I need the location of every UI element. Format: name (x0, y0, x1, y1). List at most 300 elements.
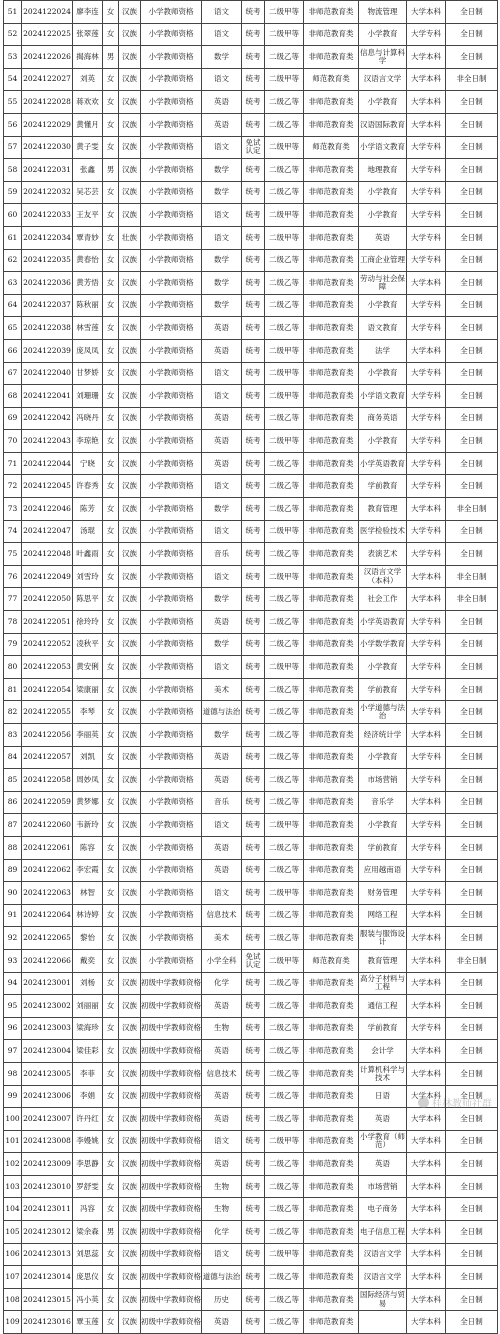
cell-education: 大学本科 (407, 339, 446, 362)
cell-name: 庞凤凤 (73, 339, 103, 362)
cell-name: 韦新玲 (73, 814, 103, 837)
cell-major: 表演艺术 (359, 543, 407, 566)
cell-major: 网络工程 (359, 904, 407, 927)
cell-subject: 美术 (202, 678, 242, 701)
cell-cert-type: 初级中学教师资格 (141, 1311, 202, 1334)
cell-cert-type: 初级中学教师资格 (141, 995, 202, 1018)
cell-cert-no: 2024122040 (22, 362, 73, 385)
cell-edu-category: 非师范教育类 (304, 1288, 359, 1311)
cell-cert-type: 初级中学教师资格 (141, 1221, 202, 1244)
cell-cert-type: 初级中学教师资格 (141, 1108, 202, 1131)
cell-cert-type: 小学教师资格 (141, 317, 202, 340)
table-row (4, 113, 498, 136)
cell-seq: 95 (4, 995, 22, 1018)
cell-gender: 女 (103, 204, 119, 227)
cell-cert-no: 2024122045 (22, 475, 73, 498)
cell-edu-category: 非师范教育类 (304, 1, 359, 24)
cell-edu-category: 非师范教育类 (304, 836, 359, 859)
cell-gender: 女 (103, 588, 119, 611)
cell-cert-no: 2024122056 (22, 724, 73, 747)
table-row (4, 1221, 498, 1244)
cell-ethnicity: 汉族 (119, 136, 141, 159)
cell-study-mode: 全日制 (446, 1062, 498, 1085)
cell-mandarin-level: 二级乙等 (265, 1108, 304, 1131)
cell-subject: 语文 (202, 362, 242, 385)
cell-ethnicity: 汉族 (119, 204, 141, 227)
table-row (4, 1198, 498, 1221)
cell-mandarin-level: 二级乙等 (265, 543, 304, 566)
cell-exam-type: 统考 (242, 317, 265, 340)
cell-subject: 语文 (202, 68, 242, 91)
table-row (4, 272, 498, 295)
cell-subject: 数学 (202, 498, 242, 521)
cell-cert-type: 小学教师资格 (141, 724, 202, 747)
cell-exam-type: 统考 (242, 678, 265, 701)
cell-study-mode: 全日制 (446, 724, 498, 747)
table-row (4, 1017, 498, 1040)
cell-gender: 男 (103, 1221, 119, 1244)
cell-major: 小学教育 (359, 814, 407, 837)
cell-study-mode: 全日制 (446, 113, 498, 136)
cell-seq: 63 (4, 272, 22, 295)
cell-subject: 数学 (202, 272, 242, 295)
cell-subject: 音乐 (202, 791, 242, 814)
cell-study-mode: 全日制 (446, 1221, 498, 1244)
cell-subject: 语文 (202, 226, 242, 249)
cell-mandarin-level: 二级乙等 (265, 1311, 304, 1334)
cell-exam-type: 统考 (242, 1, 265, 24)
cell-education: 大学专科 (407, 769, 446, 792)
cell-study-mode: 全日制 (446, 678, 498, 701)
cell-ethnicity: 汉族 (119, 1198, 141, 1221)
cell-education: 大学专科 (407, 159, 446, 182)
cell-seq: 89 (4, 859, 22, 882)
cell-cert-no: 2024122049 (22, 565, 73, 588)
cell-cert-no: 2024122054 (22, 678, 73, 701)
cell-ethnicity: 汉族 (119, 859, 141, 882)
cell-name: 凌秋平 (73, 633, 103, 656)
cell-gender: 女 (103, 1198, 119, 1221)
cell-ethnicity: 汉族 (119, 1266, 141, 1289)
table-row (4, 543, 498, 566)
cell-seq: 88 (4, 836, 22, 859)
cell-mandarin-level: 二级乙等 (265, 452, 304, 475)
cell-name: 刘凯 (73, 746, 103, 769)
cell-edu-category: 师范教育类 (304, 136, 359, 159)
cell-cert-type: 小学教师资格 (141, 294, 202, 317)
cell-exam-type: 统考 (242, 385, 265, 408)
cell-education: 大学本科 (407, 724, 446, 747)
cell-education: 大学专科 (407, 430, 446, 453)
cell-mandarin-level: 二级乙等 (265, 927, 304, 950)
cell-seq: 84 (4, 746, 22, 769)
table-row (4, 294, 498, 317)
cell-exam-type: 统考 (242, 91, 265, 114)
table-row (4, 746, 498, 769)
cell-mandarin-level: 二级乙等 (265, 1062, 304, 1085)
cell-major: 语文教育 (359, 317, 407, 340)
cell-mandarin-level: 二级乙等 (265, 272, 304, 295)
cell-name: 刘英 (73, 68, 103, 91)
cell-exam-type: 统考 (242, 498, 265, 521)
cell-major: 市场营销 (359, 769, 407, 792)
cell-name: 梁余森 (73, 1221, 103, 1244)
cell-major: 劳动与社会保障 (359, 272, 407, 295)
cell-education: 大学本科 (407, 272, 446, 295)
cell-name: 刘丽丽 (73, 995, 103, 1018)
cell-major: 会计学 (359, 1040, 407, 1063)
cell-study-mode: 全日制 (446, 836, 498, 859)
table-row (4, 46, 498, 69)
cell-study-mode: 全日制 (446, 1311, 498, 1334)
cell-ethnicity: 汉族 (119, 23, 141, 46)
cell-mandarin-level: 二级乙等 (265, 724, 304, 747)
cell-edu-category: 非师范教育类 (304, 407, 359, 430)
cell-cert-type: 初级中学教师资格 (141, 1288, 202, 1311)
cell-gender: 女 (103, 1130, 119, 1153)
cell-seq: 59 (4, 181, 22, 204)
cell-exam-type: 统考 (242, 452, 265, 475)
cell-ethnicity: 汉族 (119, 317, 141, 340)
cell-cert-type: 小学教师资格 (141, 949, 202, 972)
cell-name: 李丽英 (73, 724, 103, 747)
cell-name: 许丹红 (73, 1108, 103, 1131)
cell-gender: 女 (103, 995, 119, 1018)
cell-edu-category: 非师范教育类 (304, 339, 359, 362)
cell-gender: 女 (103, 701, 119, 724)
cell-gender: 女 (103, 1311, 119, 1334)
cell-cert-type: 初级中学教师资格 (141, 1130, 202, 1153)
cell-cert-no: 2024122034 (22, 226, 73, 249)
table-row (4, 520, 498, 543)
cell-exam-type: 统考 (242, 181, 265, 204)
cell-edu-category: 非师范教育类 (304, 678, 359, 701)
cell-gender: 女 (103, 226, 119, 249)
cell-edu-category: 非师范教育类 (304, 272, 359, 295)
cell-major: 汉语言文学 (359, 1243, 407, 1266)
table-row (4, 385, 498, 408)
cell-name: 周妙凤 (73, 769, 103, 792)
cell-ethnicity: 汉族 (119, 678, 141, 701)
cell-exam-type: 免试认定 (242, 949, 265, 972)
cell-name: 李思静 (73, 1153, 103, 1176)
cell-cert-no: 2024122042 (22, 407, 73, 430)
cell-cert-type: 初级中学教师资格 (141, 1175, 202, 1198)
cell-name: 吴芯芸 (73, 181, 103, 204)
cell-mandarin-level: 二级乙等 (265, 1175, 304, 1198)
cell-name: 黄芳悟 (73, 272, 103, 295)
cell-cert-type: 小学教师资格 (141, 565, 202, 588)
cell-edu-category: 非师范教育类 (304, 520, 359, 543)
cell-name: 李琼艳 (73, 430, 103, 453)
cell-name: 李琴 (73, 701, 103, 724)
cell-mandarin-level: 二级乙等 (265, 46, 304, 69)
cell-study-mode: 全日制 (446, 1, 498, 24)
cell-study-mode: 全日制 (446, 91, 498, 114)
cell-education: 大学本科 (407, 113, 446, 136)
cell-mandarin-level: 二级乙等 (265, 113, 304, 136)
cell-subject: 英语 (202, 1108, 242, 1131)
cell-major: 小学教育 (359, 362, 407, 385)
cell-mandarin-level: 二级乙等 (265, 1017, 304, 1040)
cell-seq: 98 (4, 1062, 22, 1085)
cell-cert-no: 2024123011 (22, 1198, 73, 1221)
cell-cert-type: 初级中学教师资格 (141, 1266, 202, 1289)
cell-major: 小学英语教育 (359, 611, 407, 634)
cell-major: 学前教育 (359, 1017, 407, 1040)
cell-subject: 生物 (202, 1198, 242, 1221)
cell-seq: 76 (4, 565, 22, 588)
cell-subject: 数学 (202, 159, 242, 182)
cell-study-mode: 非全日制 (446, 565, 498, 588)
cell-education: 大学专科 (407, 836, 446, 859)
cell-gender: 女 (103, 814, 119, 837)
table-row (4, 859, 498, 882)
cell-subject: 英语 (202, 1085, 242, 1108)
cell-seq: 101 (4, 1130, 22, 1153)
cell-gender: 女 (103, 498, 119, 521)
cell-edu-category: 非师范教育类 (304, 1311, 359, 1334)
cell-subject: 数学 (202, 249, 242, 272)
cell-education: 大学本科 (407, 588, 446, 611)
cell-subject: 英语 (202, 611, 242, 634)
cell-gender: 女 (103, 565, 119, 588)
cell-cert-no: 2024122061 (22, 836, 73, 859)
cell-major: 汉语言文学 (359, 1266, 407, 1289)
cell-seq: 74 (4, 520, 22, 543)
cell-ethnicity: 汉族 (119, 1040, 141, 1063)
cell-edu-category: 非师范教育类 (304, 159, 359, 182)
cell-major: 汉语国际教育 (359, 113, 407, 136)
cell-gender: 女 (103, 633, 119, 656)
cell-cert-type: 小学教师资格 (141, 23, 202, 46)
cell-cert-type: 小学教师资格 (141, 159, 202, 182)
cell-subject: 数学 (202, 633, 242, 656)
cell-seq: 108 (4, 1288, 22, 1311)
cell-edu-category: 非师范教育类 (304, 1085, 359, 1108)
cell-seq: 92 (4, 927, 22, 950)
cell-ethnicity: 汉族 (119, 949, 141, 972)
cell-name: 王友平 (73, 204, 103, 227)
cell-cert-no: 2024122037 (22, 294, 73, 317)
cell-gender: 女 (103, 68, 119, 91)
table-row (4, 1311, 498, 1334)
cell-seq: 85 (4, 769, 22, 792)
cell-cert-no: 2024122057 (22, 746, 73, 769)
cell-subject: 道德与法治 (202, 1266, 242, 1289)
cell-mandarin-level: 二级乙等 (265, 769, 304, 792)
table-row (4, 159, 498, 182)
cell-education: 大学专科 (407, 701, 446, 724)
cell-education: 大学本科 (407, 791, 446, 814)
cell-education: 大学专科 (407, 678, 446, 701)
cell-edu-category: 非师范教育类 (304, 1243, 359, 1266)
cell-subject: 英语 (202, 859, 242, 882)
cell-cert-type: 初级中学教师资格 (141, 1243, 202, 1266)
cell-subject: 英语 (202, 113, 242, 136)
cell-study-mode: 全日制 (446, 362, 498, 385)
cell-education: 大学专科 (407, 385, 446, 408)
table-row (4, 1175, 498, 1198)
cell-name: 林雪莲 (73, 317, 103, 340)
cell-subject: 美术 (202, 927, 242, 950)
cell-ethnicity: 汉族 (119, 1243, 141, 1266)
cell-subject: 英语 (202, 836, 242, 859)
cell-ethnicity: 汉族 (119, 995, 141, 1018)
cell-study-mode: 全日制 (446, 927, 498, 950)
cell-major: 学前教育 (359, 475, 407, 498)
cell-ethnicity: 汉族 (119, 46, 141, 69)
cell-edu-category: 非师范教育类 (304, 769, 359, 792)
table-row (4, 362, 498, 385)
cell-subject: 语文 (202, 882, 242, 905)
cell-name: 甘梦娇 (73, 362, 103, 385)
cell-ethnicity: 汉族 (119, 272, 141, 295)
cell-seq: 56 (4, 113, 22, 136)
cell-name: 宁晓 (73, 452, 103, 475)
cell-ethnicity: 汉族 (119, 656, 141, 679)
cell-cert-type: 小学教师资格 (141, 385, 202, 408)
cell-mandarin-level: 二级乙等 (265, 1085, 304, 1108)
cell-exam-type: 统考 (242, 362, 265, 385)
cell-subject: 数学 (202, 46, 242, 69)
table-row (4, 611, 498, 634)
cell-cert-no: 2024122029 (22, 113, 73, 136)
cell-cert-no: 2024122039 (22, 339, 73, 362)
cell-seq: 58 (4, 159, 22, 182)
cell-edu-category: 非师范教育类 (304, 91, 359, 114)
cell-cert-type: 小学教师资格 (141, 204, 202, 227)
cell-seq: 94 (4, 972, 22, 995)
cell-cert-no: 2024122043 (22, 430, 73, 453)
cell-gender: 女 (103, 656, 119, 679)
cell-gender: 女 (103, 611, 119, 634)
cell-major: 小学教育（师范） (359, 1130, 407, 1153)
cell-cert-no: 2024122058 (22, 769, 73, 792)
cell-gender: 女 (103, 23, 119, 46)
cell-cert-type: 小学教师资格 (141, 475, 202, 498)
cell-major: 经济统计学 (359, 724, 407, 747)
cell-name: 梁佳彩 (73, 1040, 103, 1063)
cell-subject: 语文 (202, 136, 242, 159)
cell-exam-type: 统考 (242, 1243, 265, 1266)
cell-gender: 女 (103, 1, 119, 24)
cell-education: 大学本科 (407, 1062, 446, 1085)
cell-edu-category: 非师范教育类 (304, 1130, 359, 1153)
cell-subject: 英语 (202, 1040, 242, 1063)
cell-cert-no: 2024122059 (22, 791, 73, 814)
cell-ethnicity: 汉族 (119, 904, 141, 927)
cell-exam-type: 统考 (242, 1266, 265, 1289)
cell-seq: 109 (4, 1311, 22, 1334)
cell-ethnicity: 汉族 (119, 836, 141, 859)
cell-cert-no: 2024122044 (22, 452, 73, 475)
cell-gender: 女 (103, 475, 119, 498)
cell-cert-no: 2024122024 (22, 1, 73, 24)
cell-mandarin-level: 二级甲等 (265, 949, 304, 972)
cell-cert-type: 小学教师资格 (141, 814, 202, 837)
table-row (4, 656, 498, 679)
cell-mandarin-level: 二级乙等 (265, 1288, 304, 1311)
cell-cert-no: 2024122038 (22, 317, 73, 340)
cell-name: 张翠莲 (73, 23, 103, 46)
cell-ethnicity: 汉族 (119, 972, 141, 995)
cell-cert-type: 小学教师资格 (141, 611, 202, 634)
watermark-text: 桂林教师社群 (432, 1099, 492, 1110)
cell-edu-category: 非师范教育类 (304, 814, 359, 837)
cell-exam-type: 统考 (242, 543, 265, 566)
cell-mandarin-level: 二级乙等 (265, 1221, 304, 1244)
table-row (4, 814, 498, 837)
cell-education: 大学本科 (407, 498, 446, 521)
cell-gender: 女 (103, 272, 119, 295)
cell-mandarin-level: 二级乙等 (265, 249, 304, 272)
cell-name: 刘杨 (73, 972, 103, 995)
table-row (4, 452, 498, 475)
cell-ethnicity: 汉族 (119, 68, 141, 91)
cell-cert-no: 2024122041 (22, 385, 73, 408)
cell-cert-type: 小学教师资格 (141, 249, 202, 272)
table-row (4, 701, 498, 724)
cell-subject: 英语 (202, 430, 242, 453)
cell-major: 计算机科学与技术 (359, 1062, 407, 1085)
cell-cert-type: 小学教师资格 (141, 882, 202, 905)
cell-cert-no: 2024122055 (22, 701, 73, 724)
cell-ethnicity: 汉族 (119, 294, 141, 317)
cell-ethnicity: 汉族 (119, 1175, 141, 1198)
cell-study-mode: 全日制 (446, 294, 498, 317)
cell-exam-type: 统考 (242, 475, 265, 498)
cell-education: 大学本科 (407, 927, 446, 950)
cell-exam-type: 统考 (242, 1040, 265, 1063)
cell-seq: 64 (4, 294, 22, 317)
cell-gender: 女 (103, 724, 119, 747)
cell-cert-no: 2024122047 (22, 520, 73, 543)
cell-subject: 语文 (202, 1, 242, 24)
cell-edu-category: 非师范教育类 (304, 204, 359, 227)
cell-name: 梁康丽 (73, 678, 103, 701)
table-row (4, 249, 498, 272)
cell-gender: 女 (103, 1017, 119, 1040)
cell-study-mode: 全日制 (446, 317, 498, 340)
cell-edu-category: 非师范教育类 (304, 1198, 359, 1221)
cell-cert-no: 2024123005 (22, 1062, 73, 1085)
cell-exam-type: 统考 (242, 656, 265, 679)
cell-seq: 54 (4, 68, 22, 91)
cell-edu-category: 非师范教育类 (304, 859, 359, 882)
cell-major: 应用越南语 (359, 859, 407, 882)
table-row (4, 23, 498, 46)
cell-ethnicity: 汉族 (119, 701, 141, 724)
cell-major: 小学教育 (359, 23, 407, 46)
cell-seq: 81 (4, 678, 22, 701)
cell-ethnicity: 汉族 (119, 1062, 141, 1085)
cell-seq: 107 (4, 1266, 22, 1289)
cell-edu-category: 非师范教育类 (304, 23, 359, 46)
cell-subject: 历史 (202, 1288, 242, 1311)
cell-study-mode: 全日制 (446, 1198, 498, 1221)
cell-ethnicity: 汉族 (119, 385, 141, 408)
cell-name: 梁海珍 (73, 1017, 103, 1040)
cell-subject: 生物 (202, 1017, 242, 1040)
cell-mandarin-level: 二级乙等 (265, 588, 304, 611)
cell-subject: 英语 (202, 1311, 242, 1334)
cell-study-mode: 全日制 (446, 249, 498, 272)
cell-major: 汉语言文学 (359, 68, 407, 91)
cell-subject: 英语 (202, 339, 242, 362)
cell-exam-type: 统考 (242, 294, 265, 317)
cell-subject: 语文 (202, 204, 242, 227)
